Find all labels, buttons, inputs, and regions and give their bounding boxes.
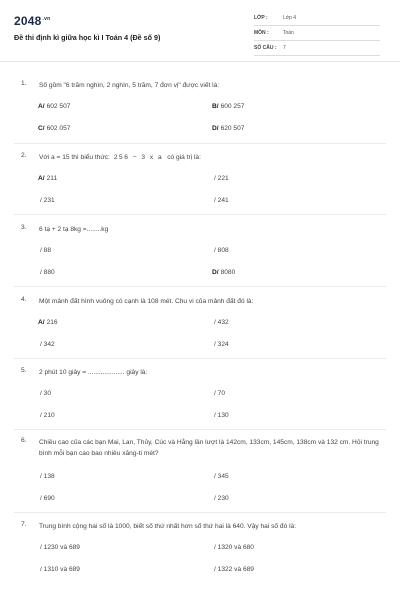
option-b[interactable] [212, 473, 229, 480]
option-b[interactable] [212, 390, 225, 397]
divider [14, 143, 386, 144]
question-text-before: Với a = 15 thì biểu thức: [39, 154, 110, 161]
meta-subject [254, 29, 380, 41]
question-number: 5. [21, 367, 27, 374]
option-text: / 342 [40, 341, 55, 348]
option-text: / 880 [40, 269, 55, 276]
option-text: / 88 [40, 247, 51, 254]
option-text: / 1310 và 689 [40, 566, 80, 573]
option-c[interactable] [38, 495, 55, 502]
question-number: 6. [21, 437, 27, 444]
option-text: / 221 [214, 175, 229, 182]
option-label: C/ [38, 125, 45, 132]
option-text: / 230 [214, 495, 229, 502]
option-label: A/ [38, 319, 45, 326]
option-label: D/ [212, 125, 219, 132]
option-d[interactable] [212, 566, 254, 573]
question-number: 7. [21, 521, 27, 528]
logo-text: 2048 [14, 14, 42, 28]
option-text: / 1322 và 689 [214, 566, 254, 573]
option-text: / 130 [214, 412, 229, 419]
option-text: / 690 [40, 495, 55, 502]
option-text: / 210 [40, 412, 55, 419]
meta-value: Lớp 4 [283, 15, 297, 21]
site-logo[interactable] [14, 14, 50, 28]
option-b[interactable] [212, 544, 254, 551]
option-text: / 1320 và 680 [214, 544, 254, 551]
option-c[interactable] [38, 566, 80, 573]
option-text: / 30 [40, 390, 51, 397]
option-text: / 432 [214, 319, 229, 326]
question-text: Trung bình cộng hai số là 1000, biết số thứ nhất hơn số thứ hai là 640. Vậy hai số đó là: [39, 523, 297, 530]
option-a[interactable] [38, 103, 70, 110]
option-b[interactable] [212, 247, 229, 254]
meta-label: LỚP : [254, 15, 268, 21]
option-a[interactable] [38, 473, 55, 480]
question-number: 1. [21, 80, 27, 87]
option-d[interactable] [212, 341, 229, 348]
divider [14, 214, 386, 215]
question-number: 4. [21, 296, 27, 303]
option-text: 602 507 [46, 103, 71, 110]
logo-suffix: .vn [42, 16, 51, 22]
option-text: / 324 [214, 341, 229, 348]
divider [14, 512, 386, 513]
option-text: / 1230 và 689 [40, 544, 80, 551]
option-text: / 345 [214, 473, 229, 480]
option-label: A/ [38, 175, 45, 182]
option-text: 216 [46, 319, 58, 326]
option-text: / 241 [214, 197, 229, 204]
option-a[interactable] [38, 247, 51, 254]
option-d[interactable] [212, 412, 229, 419]
option-d[interactable] [212, 269, 235, 276]
page-header [0, 0, 400, 62]
option-c[interactable] [38, 341, 55, 348]
option-text: / 231 [40, 197, 55, 204]
option-a[interactable] [38, 175, 57, 182]
option-d[interactable] [212, 495, 229, 502]
option-b[interactable] [212, 175, 229, 182]
option-text: 211 [46, 175, 58, 182]
option-d[interactable] [212, 197, 229, 204]
question-number: 3. [21, 224, 27, 231]
option-text: / 808 [214, 247, 229, 254]
option-d[interactable] [212, 125, 244, 132]
option-text: 600 257 [220, 103, 245, 110]
option-text: / 70 [214, 390, 225, 397]
option-label: B/ [212, 103, 219, 110]
option-c[interactable] [38, 125, 70, 132]
question-text-after: có giá trị là: [167, 154, 201, 161]
meta-value: Toán [283, 30, 294, 36]
question-text [39, 152, 379, 163]
option-label: D/ [212, 269, 219, 276]
meta-question-count [254, 44, 380, 56]
meta-class [254, 14, 380, 26]
option-c[interactable] [38, 269, 55, 276]
option-b[interactable] [212, 103, 244, 110]
question-text: Chiều cao của các bạn Mai, Lan, Thủy, Cúc và Hằng lần lượt là 142cm, 133cm, 145cm, 138cm và 132 cm. Hỏi trung bình mỗi bạn cao bao nhiêu xăng-ti mét? [39, 439, 379, 457]
divider [14, 358, 386, 359]
option-text: 620 507 [220, 125, 245, 132]
option-b[interactable] [212, 319, 229, 326]
divider [14, 429, 386, 430]
math-expression: 256 − 3 x a [113, 154, 164, 161]
option-text: / 138 [40, 473, 55, 480]
option-text: 8080 [220, 269, 236, 276]
exam-title: Đề thi định kì giữa học kì I Toán 4 (Đề số 9) [14, 33, 161, 42]
question-text: 2 phút 10 giây = .................... giây là: [39, 369, 148, 376]
option-c[interactable] [38, 412, 55, 419]
divider [14, 286, 386, 287]
meta-label: SỐ CÂU : [254, 45, 277, 51]
option-label: A/ [38, 103, 45, 110]
question-text: Một mảnh đất hình vuông có cạnh là 108 mét. Chu vi của mảnh đất đó là: [39, 298, 254, 305]
meta-label: MÔN : [254, 30, 269, 36]
option-c[interactable] [38, 197, 55, 204]
option-a[interactable] [38, 390, 51, 397]
option-text: 602 057 [46, 125, 71, 132]
option-a[interactable] [38, 544, 80, 551]
question-text: Số gồm "6 trăm nghìn, 2 nghìn, 5 trăm, 7 đơn vị" được viết là: [39, 82, 220, 89]
meta-value: 7 [283, 45, 286, 51]
question-text: 6 tạ + 2 tạ 8kg =........kg [39, 226, 109, 233]
option-a[interactable] [38, 319, 58, 326]
question-number: 2. [21, 152, 27, 159]
